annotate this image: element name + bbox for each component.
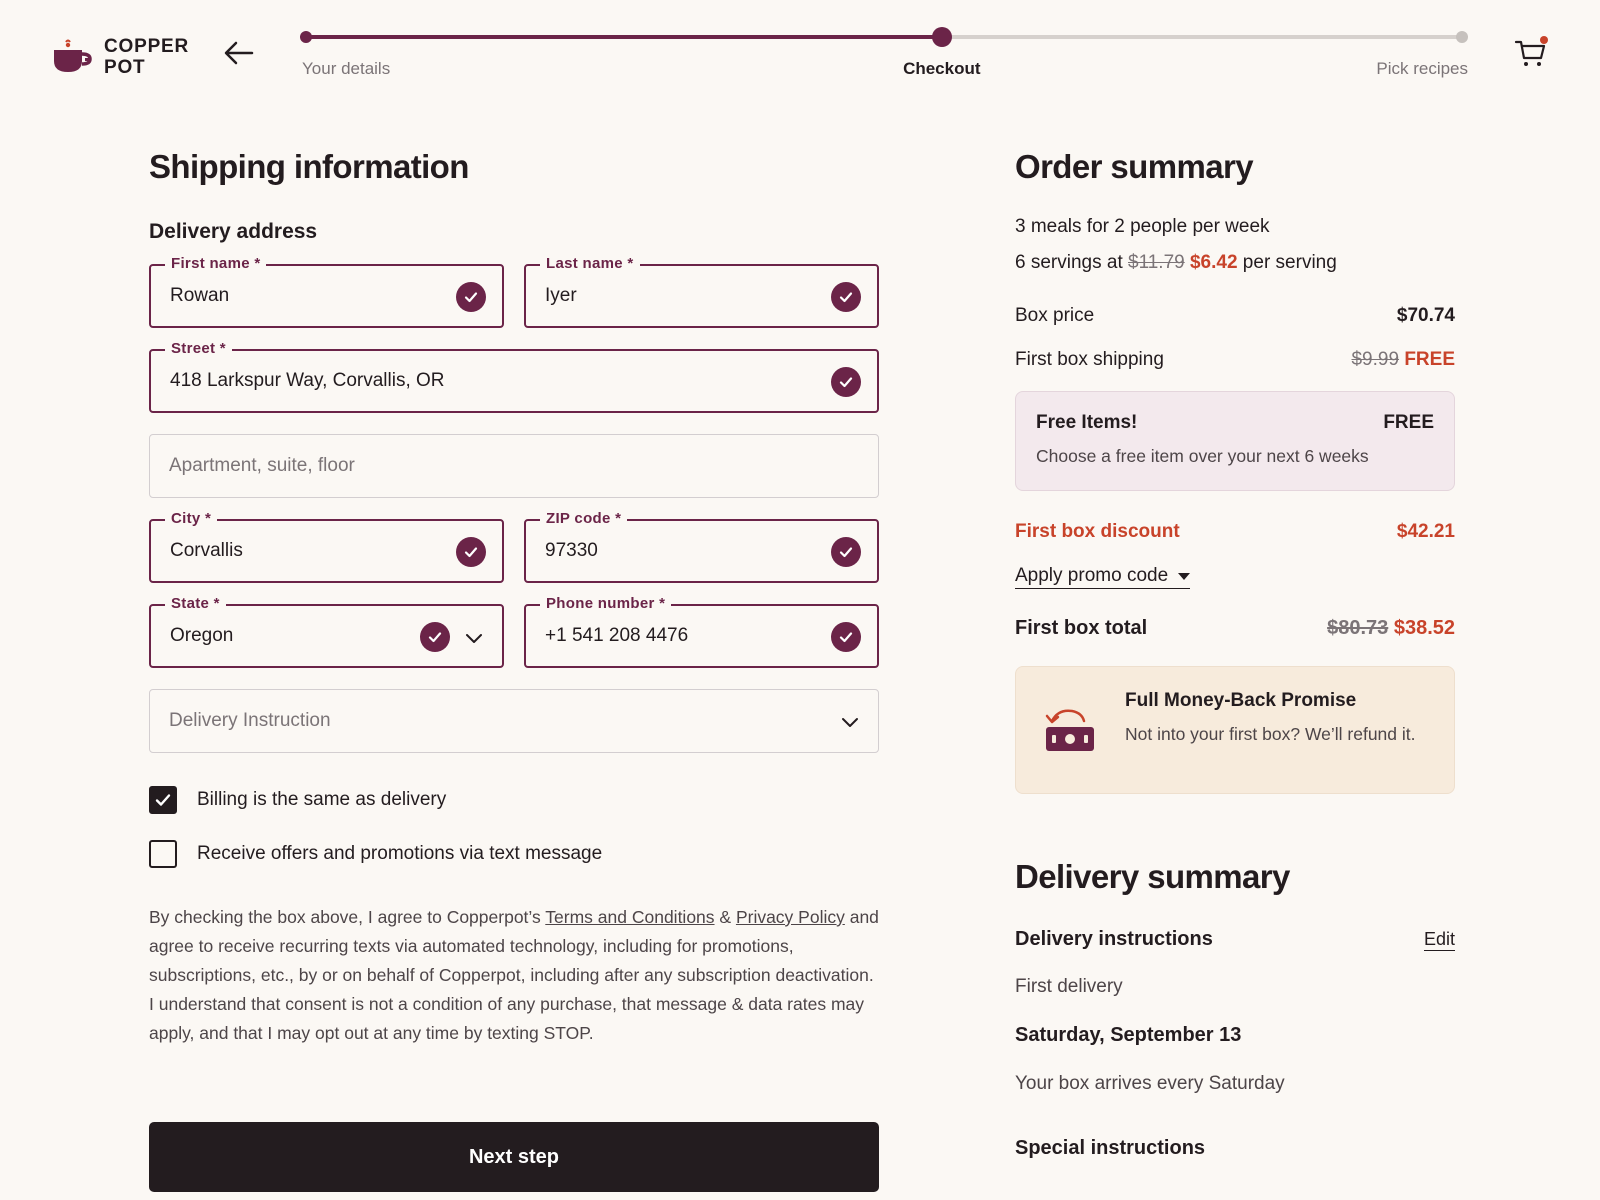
edit-delivery-link[interactable]: Edit [1423,929,1455,949]
first-name-label: First name * [165,255,266,272]
discount-value: $42.21 [1396,521,1455,542]
progress-step-dot [1456,31,1468,43]
valid-check-icon [420,622,450,652]
progress-step-dot [300,31,312,43]
total-row [1015,617,1455,640]
box-price-label: Box price [1015,305,1095,326]
delivery-instructions-row [1015,928,1455,951]
free-items-badge: FREE [1383,412,1434,433]
zip-field[interactable] [524,510,879,583]
shipping-row [1015,349,1455,371]
last-name-label: Last name * [540,255,640,272]
box-price-value: $70.74 [1396,305,1455,326]
brand-name: COPPER POT [104,36,190,78]
legal-consent-text: By checking the box above, I agree to Copperpot’s Terms and Conditions & Privacy Policy and agree to receive recurring texts via automated technology, including for promotions, subscriptions, etc., by or on behalf of Copperpot, including after any subscription deactivation. I understand that consent is not a condition of any purchase, that message & data rates may apply, and that I may opt out at any time by texting STOP. [149,907,879,1043]
discount-label: First box discount [1015,521,1180,542]
valid-check-icon [456,537,486,567]
sms-offers-option[interactable] [149,839,879,869]
box-price-row [1015,305,1455,327]
valid-check-icon [831,537,861,567]
state-label: State * [165,595,226,612]
step-your-details[interactable]: Your details [302,59,391,78]
back-button[interactable] [222,38,256,68]
progress-current-dot [932,27,952,47]
delivery-date: Saturday, September 13 [1015,1024,1242,1046]
last-name-field[interactable] [524,255,879,328]
order-summary-title: Order summary [1015,148,1253,185]
shipping-value: $9.99 FREE [1351,349,1455,370]
cup-icon [52,39,92,75]
free-items-title: Free Items! [1036,412,1138,433]
apply-promo-code-toggle[interactable]: Apply promo code [1015,565,1190,589]
sms-offers-checkbox[interactable] [149,840,177,868]
total-value: $80.73 $38.52 [1327,617,1455,639]
brand-logo[interactable] [52,36,189,78]
chevron-down-icon[interactable] [840,712,860,732]
discount-row [1015,521,1455,543]
last-name-value: Iyer [545,285,577,306]
money-back-card [1015,666,1455,794]
delivery-frequency: Your box arrives every Saturday [1015,1073,1285,1094]
plan-description: 3 meals for 2 people per week [1015,216,1270,237]
shipping-label: First box shipping [1015,349,1164,370]
first-name-field[interactable] [149,255,504,328]
valid-check-icon [831,367,861,397]
order-summary-panel [1015,148,1455,1160]
terms-link[interactable]: Terms and Conditions [545,907,715,927]
checkmark-icon [154,791,172,809]
chevron-down-icon[interactable] [464,628,484,648]
state-value: Oregon [170,625,234,646]
apartment-input[interactable] [149,434,879,498]
servings-price: 6 servings at $11.79 $6.42 per serving [1015,252,1337,273]
arrow-left-icon [222,38,256,68]
billing-same-option[interactable] [149,785,879,815]
billing-same-label: Billing is the same as delivery [197,789,447,810]
city-field[interactable] [149,510,504,583]
refund-cash-icon [1044,707,1096,755]
section-title: Delivery address [149,220,318,243]
page-title: Shipping information [149,148,469,185]
zip-value: 97330 [545,540,598,561]
zip-label: ZIP code * [540,510,627,527]
phone-field[interactable] [524,595,879,668]
free-items-description: Choose a free item over your next 6 weeks [1036,446,1369,466]
phone-value: +1 541 208 4476 [545,625,689,646]
city-label: City * [165,510,217,527]
delivery-instruction-placeholder: Delivery Instruction [169,710,331,731]
valid-check-icon [831,622,861,652]
checkout-progress [300,28,1468,88]
step-pick-recipes: Pick recipes [1376,59,1468,78]
valid-check-icon [831,282,861,312]
top-bar [0,0,1600,110]
street-field[interactable] [149,340,879,413]
step-checkout: Checkout [903,59,981,78]
first-delivery-label: First delivery [1015,976,1123,997]
street-value: 418 Larkspur Way, Corvallis, OR [170,370,445,391]
cart-notification-dot [1540,36,1548,44]
delivery-summary-title: Delivery summary [1015,858,1290,895]
money-back-description: Not into your first box? We’ll refund it. [1125,724,1416,744]
street-label: Street * [165,340,232,357]
shipping-form [149,148,879,1168]
special-instructions-label: Special instructions [1015,1137,1206,1159]
phone-label: Phone number * [540,595,671,612]
caret-down-icon [1178,573,1190,580]
city-value: Corvallis [170,540,243,561]
apartment-placeholder: Apartment, suite, floor [169,455,355,476]
total-label: First box total [1015,617,1148,639]
delivery-instruction-select[interactable] [149,689,879,753]
progress-fill [306,35,942,39]
delivery-instructions-label: Delivery instructions [1015,928,1213,950]
cart-button[interactable] [1514,36,1550,72]
state-select[interactable] [149,595,504,668]
money-back-title: Full Money-Back Promise [1125,690,1357,711]
first-name-value: Rowan [170,285,230,306]
billing-same-checkbox[interactable] [149,786,177,814]
sms-offers-label: Receive offers and promotions via text message [197,843,603,864]
valid-check-icon [456,282,486,312]
next-step-button[interactable]: Next step [149,1122,879,1192]
free-items-card[interactable] [1015,391,1455,491]
privacy-policy-link[interactable]: Privacy Policy [735,907,845,927]
